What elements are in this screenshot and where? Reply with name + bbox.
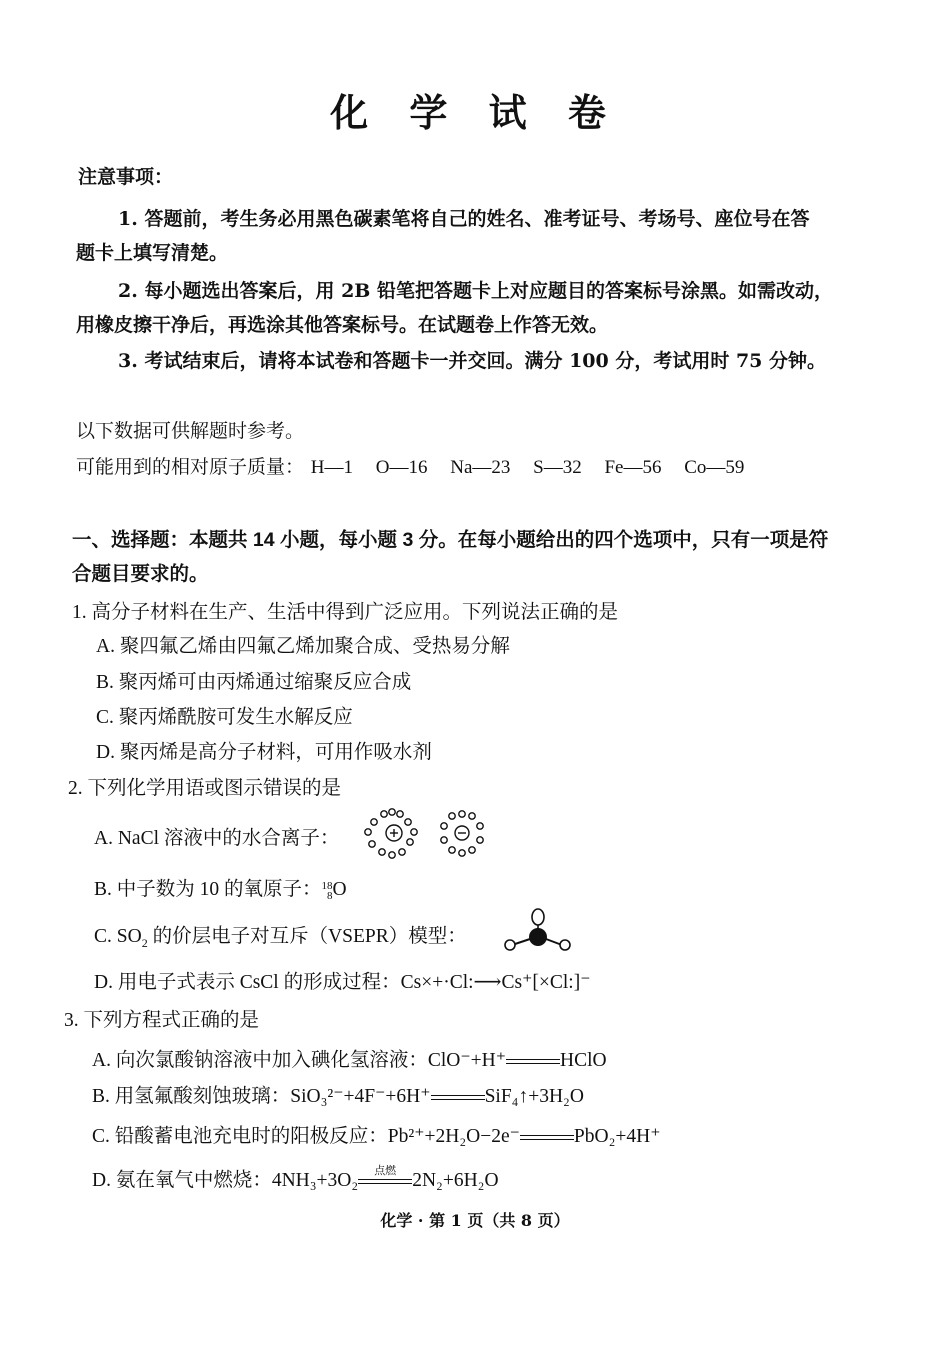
q1-option-c: C. 聚丙烯酰胺可发生水解反应 [96,707,353,728]
page-footer: 化学 · 第 1 页（共 8 页） [380,1211,570,1230]
q3-d-equals [358,1165,412,1184]
atomic-masses [76,452,744,479]
isotope-symbol: O [332,879,347,900]
q3-c-products: PbO₂+4H⁺ [573,1126,661,1147]
q3-a-reactants: ClO⁻+H⁺ [427,1050,507,1071]
section-heading-line-1: 一、选择题：本题共 14 小题，每小题 3 分。在每小题给出的四个选项中，只有一项是符 [72,529,829,551]
q2-option-c-text: 的价层电子对互斥（VSEPR）模型： [147,926,467,947]
q3-option-c [92,1120,661,1148]
page-title: 化 学 试 卷 [330,90,620,135]
q1-option-b: B. 聚丙烯可由丙烯通过缩聚反应合成 [96,672,412,693]
notice-item-1-line-1: 1. 答题前，考生务必用黑色碳素笔将自己的姓名、准考证号、考场号、座位号在答 [118,208,810,230]
mass-o: O—16 [375,457,428,478]
q2-option-b-text: B. 中子数为 10 的氧原子： [94,879,322,900]
q3-option-b-text: B. 用氢氟酸刻蚀玻璃： [92,1086,291,1107]
mass-h: H—1 [310,457,353,478]
mass-na: Na—23 [450,457,511,478]
q3-c-reactants: Pb²⁺+2H₂O−2e⁻ [387,1126,520,1147]
hydrated-anion-diagram [441,811,483,856]
q2-stem: 2. 下列化学用语或图示错误的是 [68,778,342,799]
isotope-numbers [322,881,333,901]
q3-option-d [92,1164,499,1192]
q1-option-a: A. 聚四氟乙烯由四氟乙烯加聚合成、受热易分解 [96,636,510,657]
isotope-atomic-number: 8 [327,889,333,902]
notice-item-2-line-1: 2. 每小题选出答案后，用 2B 铅笔把答题卡上对应题目的答案标号涂黑。如需改动， [118,280,833,302]
atomic-masses-label: 可能用到的相对原子质量： [76,457,305,478]
q3-option-a-text: A. 向次氯酸钠溶液中加入碘化氢溶液： [92,1050,428,1071]
q3-b-products: SiF₄↑+3H₂O [484,1086,584,1107]
mass-co: Co—59 [684,457,745,478]
notice-item-1-line-2: 题卡上填写清楚。 [76,242,229,264]
q1-stem: 1. 高分子材料在生产、生活中得到广泛应用。下列说法正确的是 [72,602,619,623]
reference-intro: 以下数据可供解题时参考。 [76,421,305,442]
hydrated-cation-diagram [365,809,417,858]
q3-b-reactants: SiO₃²⁻+4F⁻+6H⁺ [290,1086,431,1107]
q2-option-d-text: D. 用电子式表示 CsCl 的形成过程： [94,972,401,993]
q2-option-a: A. NaCl 溶液中的水合离子： [94,828,340,849]
q3-a-products: HClO [560,1050,607,1071]
q3-d-products: 2N₂+6H₂O [412,1170,499,1191]
section-heading-line-2: 合题目要求的。 [72,563,209,585]
reaction-condition: 点燃 [374,1165,397,1178]
mass-s: S—32 [533,457,582,478]
q3-stem: 3. 下列方程式正确的是 [64,1010,260,1031]
notice-heading: 注意事项： [78,166,174,188]
q3-b-equals [431,1095,485,1100]
q3-option-c-text: C. 铅酸蓄电池充电时的阳极反应： [92,1126,388,1147]
q2-option-c [94,920,467,951]
notice-item-2-line-2: 用橡皮擦干净后，再选涂其他答案标号。在试题卷上作答无效。 [76,314,609,336]
mass-fe: Fe—56 [604,457,662,478]
q2-option-c-prefix: C. SO [94,926,142,947]
vsepr-model-diagram [502,907,574,953]
q2-option-c-subscript: 2 [141,935,148,950]
q2-option-b [94,873,347,901]
q3-option-a [92,1044,607,1072]
q2-option-d [94,966,591,994]
q3-c-equals [520,1135,574,1140]
notice-item-3: 3. 考试结束后，请将本试卷和答题卡一并交回。满分 100 分，考试用时 75 分钟。 [118,350,827,372]
q3-a-equals [506,1059,560,1064]
hydrated-ions-diagram [362,808,488,860]
q3-option-d-text: D. 氨在氧气中燃烧： [92,1170,272,1191]
q3-d-reactants: 4NH₃+3O₂ [271,1170,359,1191]
cscl-formation-formula: Cs×+·Cl:⟶Cs⁺[×Cl:]⁻ [400,972,591,993]
q1-option-d: D. 聚丙烯是高分子材料，可用作吸水剂 [96,742,432,763]
isotope-mass-number: 18 [321,879,333,892]
q3-option-b [92,1080,584,1108]
